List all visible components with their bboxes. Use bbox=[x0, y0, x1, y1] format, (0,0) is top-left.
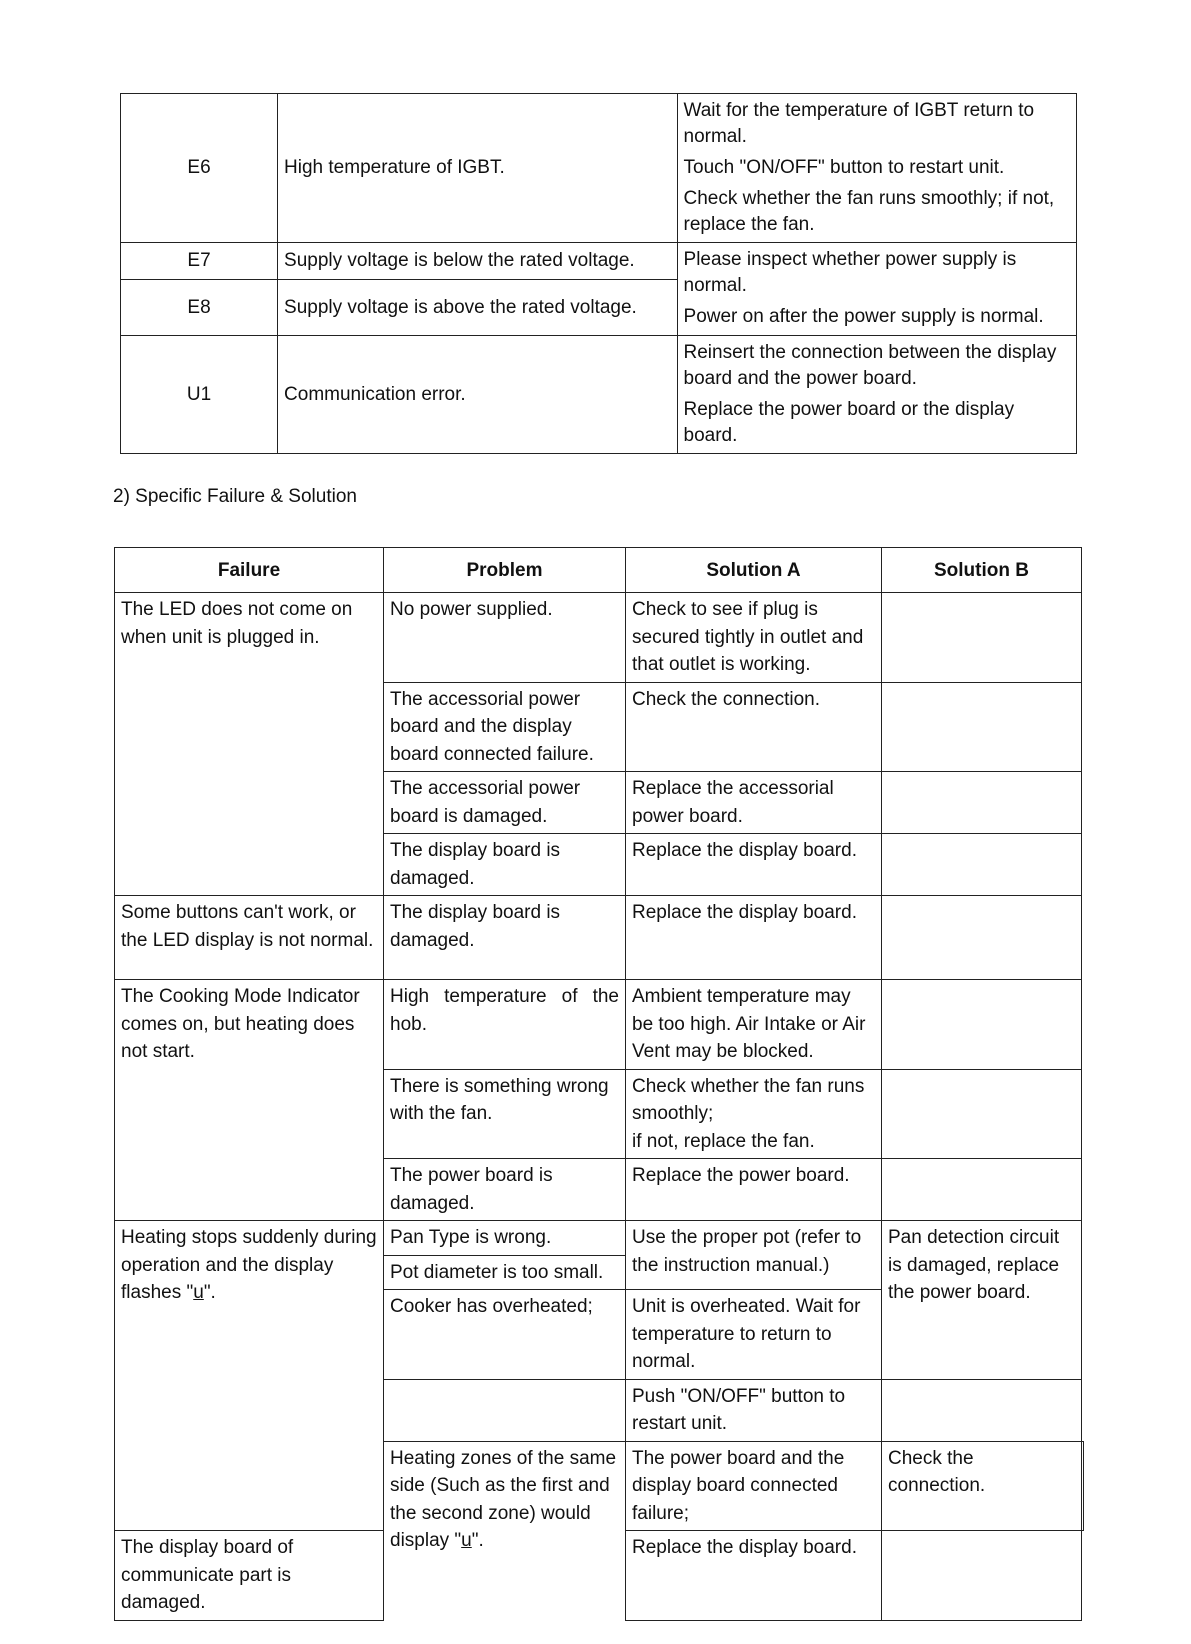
failure-cell bbox=[384, 1441, 626, 1620]
problem-cell: Pan Type is wrong. bbox=[384, 1221, 626, 1256]
solution-line: Touch "ON/OFF" button to restart unit. bbox=[683, 157, 1005, 178]
solution-a-cell: Check the connection. bbox=[626, 682, 882, 772]
solution-a-cell: Replace the display board. bbox=[626, 896, 882, 980]
solution-a-cell: Use the proper pot (refer to the instruction manual.) bbox=[626, 1221, 882, 1290]
header-failure: Failure bbox=[115, 548, 384, 593]
error-code: U1 bbox=[121, 336, 278, 454]
error-description: High temperature of IGBT. bbox=[278, 94, 677, 243]
failure-cell: The Cooking Mode Indicator comes on, but heating does not start. bbox=[115, 980, 384, 1221]
table-row bbox=[115, 1221, 1084, 1256]
solution-b-cell: Pan detection circuit is damaged, replace the power board. bbox=[882, 1221, 1082, 1380]
solution-line: if not, replace the fan. bbox=[632, 1130, 815, 1152]
problem-cell: There is something wrong with the fan. bbox=[384, 1069, 626, 1159]
failure-solution-table bbox=[114, 547, 1084, 1621]
table-row bbox=[121, 94, 1077, 243]
solution-b-cell bbox=[882, 834, 1082, 896]
solution-b-cell bbox=[882, 980, 1082, 1070]
problem-cell: The power board and the display board connected failure; bbox=[626, 1441, 882, 1531]
solution-line: Replace the power board or the display board. bbox=[683, 399, 1015, 446]
solution-a-cell: Replace the power board. bbox=[626, 1159, 882, 1221]
solution-b-cell bbox=[882, 682, 1082, 772]
problem-cell: The accessorial power board and the display board connected failure. bbox=[384, 682, 626, 772]
solution-b-cell bbox=[882, 772, 1082, 834]
problem-cell: Pot diameter is too small. bbox=[384, 1255, 626, 1290]
section-heading: 2) Specific Failure & Solution bbox=[113, 486, 357, 507]
problem-cell bbox=[384, 1379, 626, 1441]
solution-a-cell: Replace the display board. bbox=[626, 834, 882, 896]
table-row bbox=[121, 336, 1077, 454]
error-code: E7 bbox=[121, 243, 278, 280]
table-row bbox=[121, 243, 1077, 280]
error-solution bbox=[677, 243, 1076, 336]
solution-a-cell: Ambient temperature may be too high. Air Intake or Air Vent may be blocked. bbox=[626, 980, 882, 1070]
error-code: E8 bbox=[121, 280, 278, 336]
failure-cell bbox=[115, 1221, 384, 1531]
solution-line: Reinsert the connection between the display board and the power board. bbox=[683, 342, 1057, 389]
problem-cell: The accessorial power board is damaged. bbox=[384, 772, 626, 834]
table-row bbox=[115, 980, 1084, 1070]
solution-b-cell bbox=[882, 1069, 1082, 1159]
error-solution bbox=[677, 94, 1076, 243]
solution-a-cell: Check the connection. bbox=[882, 1441, 1082, 1531]
table-row bbox=[115, 593, 1084, 683]
problem-cell: The display board is damaged. bbox=[384, 896, 626, 980]
failure-text: Heating zones of the same side (Such as the first and the second zone) would display " bbox=[390, 1447, 617, 1551]
header-solution-b: Solution B bbox=[882, 548, 1082, 593]
solution-a-cell bbox=[626, 1069, 882, 1159]
quote-end: ". bbox=[203, 1282, 216, 1303]
table-row bbox=[115, 896, 1084, 980]
error-code: E6 bbox=[121, 94, 278, 243]
solution-line: Wait for the temperature of IGBT return to normal. bbox=[683, 100, 1035, 147]
problem-cell: Cooker has overheated; bbox=[384, 1290, 626, 1380]
header-problem: Problem bbox=[384, 548, 626, 593]
solution-b-cell bbox=[882, 593, 1082, 683]
error-solution bbox=[677, 336, 1076, 454]
solution-a-cell: Replace the display board. bbox=[626, 1531, 882, 1621]
solution-a-cell: Check to see if plug is secured tightly in outlet and that outlet is working. bbox=[626, 593, 882, 683]
solution-b-cell bbox=[1082, 1441, 1084, 1531]
problem-cell: High temperature of the hob. bbox=[384, 980, 626, 1070]
solution-b-cell bbox=[882, 1159, 1082, 1221]
solution-b-cell bbox=[882, 1379, 1082, 1441]
solution-a-cell: Unit is overheated. Wait for temperature to return to normal. bbox=[626, 1290, 882, 1380]
error-description: Supply voltage is above the rated voltage. bbox=[278, 280, 677, 336]
header-solution-a: Solution A bbox=[626, 548, 882, 593]
solution-b-cell bbox=[882, 896, 1082, 980]
problem-cell: The display board of communicate part is damaged. bbox=[115, 1531, 384, 1621]
solution-line: Power on after the power supply is normal. bbox=[683, 306, 1044, 327]
failure-cell: The LED does not come on when unit is plugged in. bbox=[115, 593, 384, 896]
solution-line: Please inspect whether power supply is normal. bbox=[683, 249, 1017, 296]
problem-cell: The display board is damaged. bbox=[384, 834, 626, 896]
error-description: Communication error. bbox=[278, 336, 677, 454]
failure-cell: Some buttons can't work, or the LED display is not normal. bbox=[115, 896, 384, 980]
solution-line: Check whether the fan runs smoothly; if not, replace the fan. bbox=[683, 188, 1055, 235]
solution-line: Check whether the fan runs smoothly; bbox=[632, 1075, 865, 1124]
quote-end: ". bbox=[471, 1530, 484, 1551]
u-glyph: u bbox=[193, 1282, 204, 1303]
failure-text: Heating stops suddenly during operation and the display flashes " bbox=[121, 1227, 377, 1303]
solution-a-cell: Replace the accessorial power board. bbox=[626, 772, 882, 834]
problem-cell: The power board is damaged. bbox=[384, 1159, 626, 1221]
problem-cell: No power supplied. bbox=[384, 593, 626, 683]
error-code-table bbox=[120, 93, 1077, 454]
error-description: Supply voltage is below the rated voltage. bbox=[278, 243, 677, 280]
header-row bbox=[115, 548, 1084, 593]
u-glyph: u bbox=[461, 1530, 472, 1551]
solution-a-cell: Push "ON/OFF" button to restart unit. bbox=[626, 1379, 882, 1441]
solution-b-cell bbox=[882, 1531, 1082, 1621]
